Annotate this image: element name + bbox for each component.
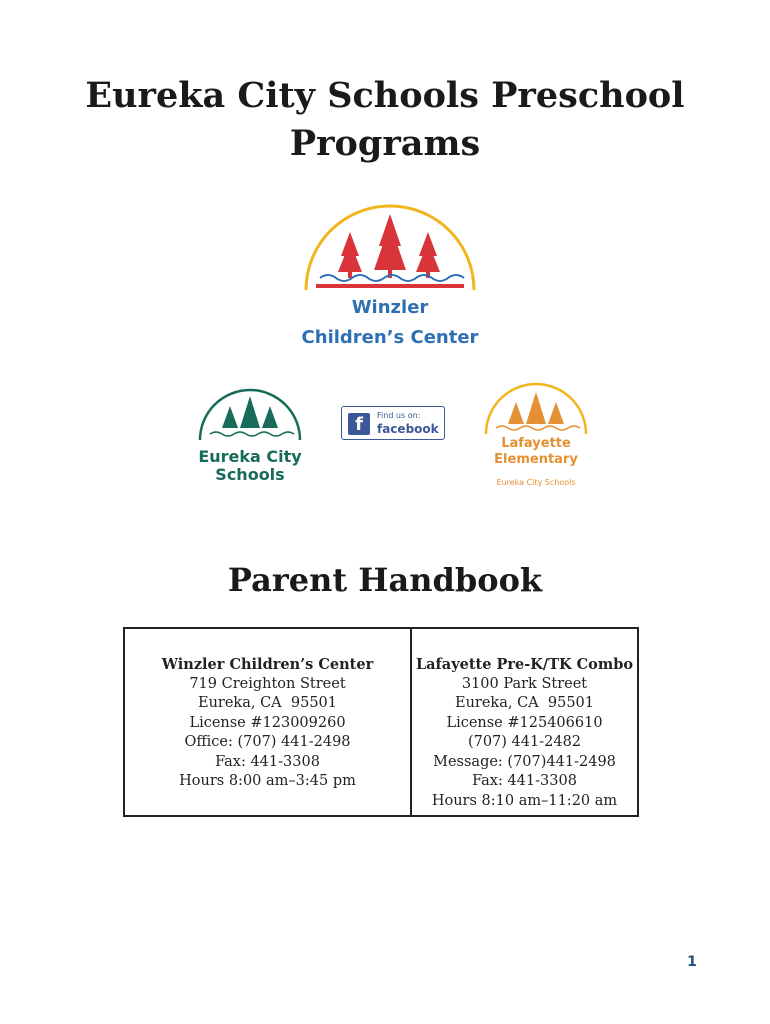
- locations-table: [123, 627, 639, 817]
- location-line: Eureka, CA 95501: [455, 695, 594, 711]
- eureka-logo-text: [180, 448, 320, 484]
- winzler-logo: [300, 200, 480, 296]
- location-line: License #125406610: [446, 714, 603, 731]
- tree-icon: [338, 214, 440, 278]
- tree-icon: [222, 396, 278, 428]
- lafayette-logo-line-1: Lafayette: [501, 436, 571, 451]
- location-line: 719 Creighton Street: [189, 675, 346, 692]
- lafayette-logo-text: [480, 436, 592, 468]
- tree-icon: [508, 392, 564, 424]
- winzler-logo-subtitle: Children’s Center: [301, 327, 479, 348]
- location-name: Lafayette Pre-K/TK Combo: [415, 656, 634, 673]
- eureka-city-schools-logo: [196, 384, 304, 444]
- facebook-find-text: Find us on:: [377, 411, 421, 420]
- facebook-icon: f: [348, 413, 370, 435]
- location-line: Message: (707)441-2498: [433, 753, 616, 770]
- location-line: Hours 8:00 am–3:45 pm: [179, 773, 356, 789]
- location-winzler: [125, 655, 410, 792]
- page-number: 1: [687, 954, 697, 970]
- winzler-logo-name: Winzler: [351, 297, 429, 318]
- eureka-logo-line-1: Eureka City: [198, 447, 302, 466]
- handbook-title: Parent Handbook: [227, 561, 543, 599]
- facebook-link[interactable]: [341, 406, 445, 440]
- title-line-2: Programs: [289, 123, 481, 164]
- location-line: License #123009260: [189, 714, 346, 731]
- location-lafayette: [412, 655, 637, 811]
- title-line-1: Eureka City Schools Preschool: [85, 75, 685, 116]
- location-line: (707) 441-2482: [467, 734, 582, 750]
- lafayette-logo-line-2: Elementary: [494, 452, 578, 467]
- location-line: Fax: 441-3308: [215, 753, 320, 770]
- eureka-logo-line-2: Schools: [215, 465, 285, 484]
- document-title: [0, 72, 770, 168]
- location-name: Winzler Children’s Center: [161, 656, 374, 673]
- location-line: Hours 8:10 am–11:20 am: [431, 792, 618, 809]
- location-line: 3100 Park Street: [461, 675, 588, 692]
- lafayette-logo: [482, 380, 590, 436]
- facebook-wordmark: facebook: [377, 422, 439, 436]
- lafayette-logo-small-text: Eureka City Schools: [496, 478, 576, 487]
- location-line: Office: (707) 441-2498: [184, 734, 351, 750]
- location-line: Fax: 441-3308: [472, 773, 577, 789]
- location-line: Eureka, CA 95501: [198, 695, 337, 711]
